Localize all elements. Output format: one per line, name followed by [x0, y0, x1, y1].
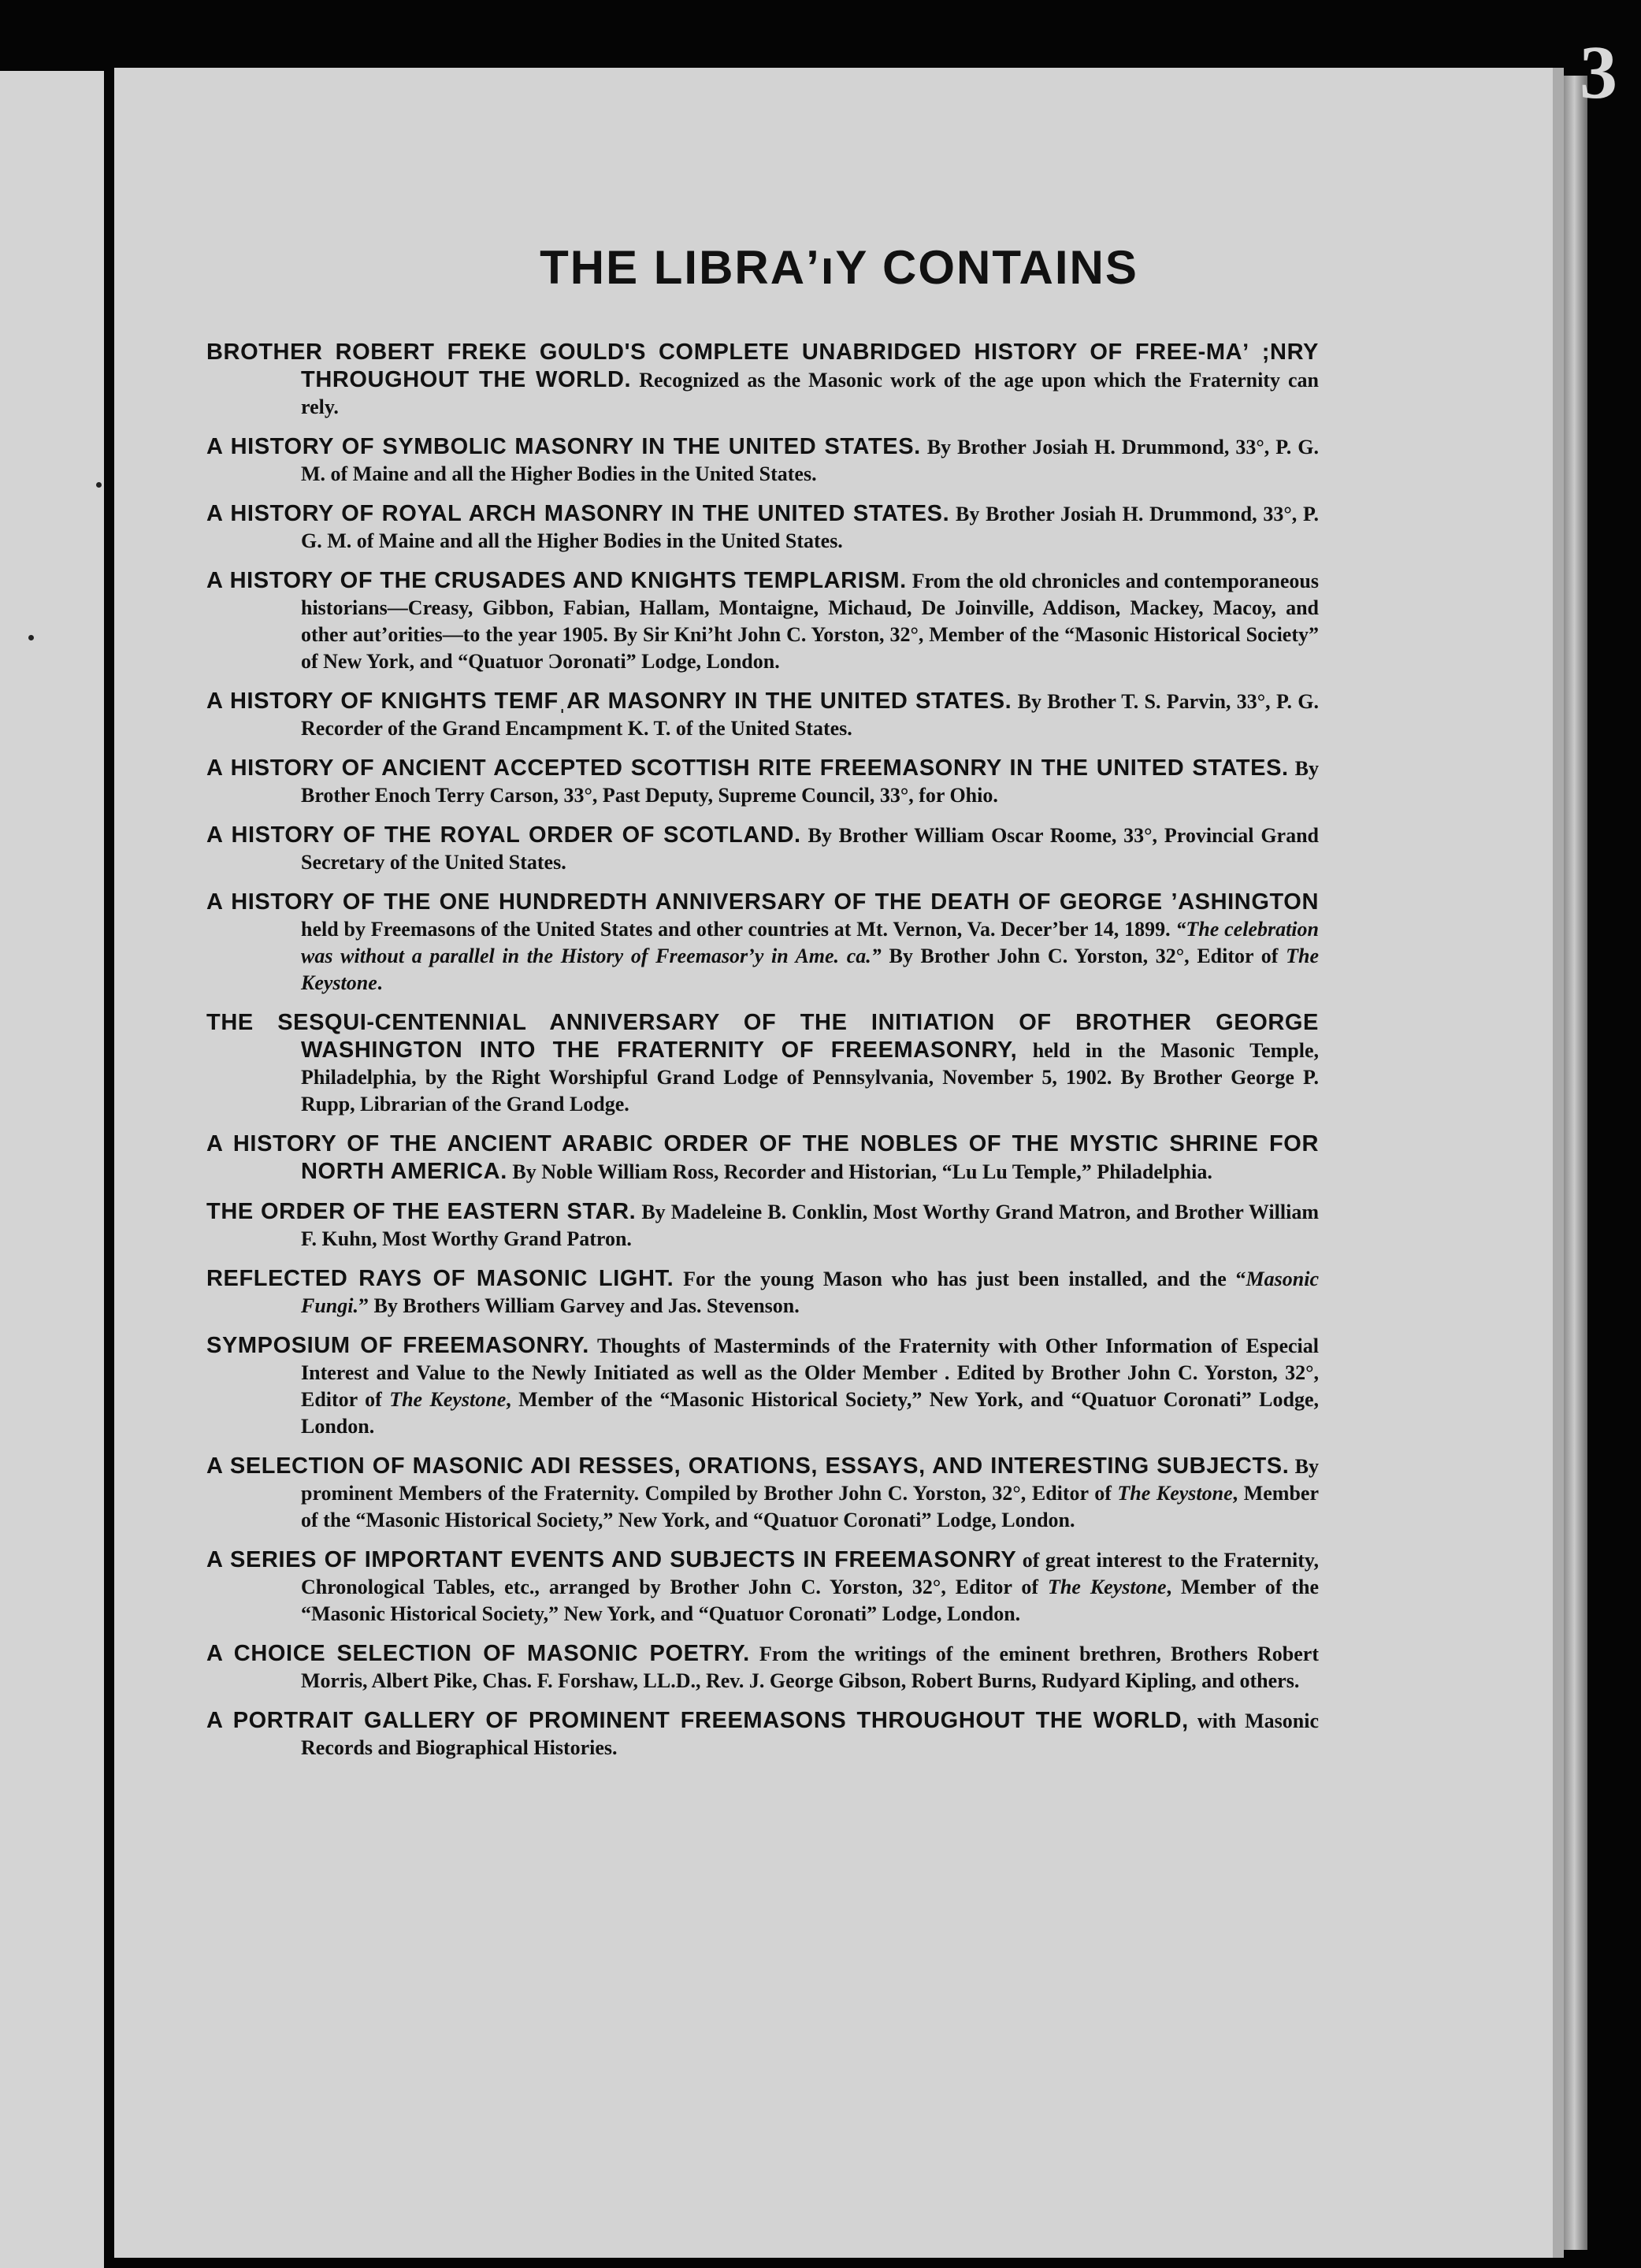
entry-description: By Brother Enoch Terry Carson, 33°, Past Deputy, Supreme Council, 33°, for Ohio.	[301, 757, 1319, 807]
list-item	[206, 1707, 1319, 1761]
entry-description: For the young Mason who has just been installed, and the “	[674, 1268, 1246, 1290]
library-contents-list	[206, 339, 1319, 1774]
margin-mark	[28, 635, 34, 640]
publication-title: The Keystone	[301, 945, 1320, 994]
entry-description: By Noble William Ross, Recorder and Historian, “Lu Lu Temple,” Philadelphia.	[507, 1160, 1212, 1183]
entry-description: From the old chronicles and contemporaneous historians—Creasy, Gibbon, Fabian, Hallam, Montaigne, Michaud, De Joinville, Addison, Mackey, Macoy, and other autʼorities—to the year 1905. By Sir Kniʼht John C. Yorston, 32°, Member of the “Masonic Historical Society” of New York, and “Quatuor Ɔoronati” Lodge, London.	[301, 570, 1320, 673]
entry-description: By Brother T. S. Parvin, 33°, P. G. Recorder of the Grand Encampment K. T. of the United States.	[301, 690, 1319, 740]
entry-description: held by Freemasons of the United States and other countries at Mt. Vernon, Va. Decerʼber 14, 1899.	[301, 918, 1176, 941]
list-item	[206, 1198, 1319, 1253]
list-item	[206, 339, 1319, 421]
entry-description: By Madeleine B. Conklin, Most Worthy Grand Matron, and Brother William F. Kuhn, Most Worthy Grand Patron.	[301, 1201, 1319, 1250]
publication-title: The Keystone	[1048, 1576, 1167, 1598]
publication-title: Masonic Fungi.	[301, 1268, 1320, 1317]
list-item	[206, 433, 1319, 488]
corner-mark: 3	[1580, 30, 1617, 114]
entry-title: A CHOICE SELECTION OF MASONIC POETRY.	[206, 1641, 750, 1666]
entry-description: By prominent Members of the Fraternity. Compiled by Brother John C. Yorston, 32°, Editor of	[301, 1455, 1319, 1505]
entry-title: BROTHER ROBERT FREKE GOULD'S COMPLETE UNABRIDGED HISTORY OF FREE-MAʼ ;NRY THROUGHOUT THE WORLD.	[206, 340, 1319, 392]
list-item	[206, 500, 1319, 555]
entry-description: By Brother William Oscar Roome, 33°, Provincial Grand Secretary of the United States.	[301, 824, 1319, 874]
entry-title: A HISTORY OF THE ROYAL ORDER OF SCOTLAND.	[206, 822, 801, 848]
list-item	[206, 755, 1319, 809]
list-item	[206, 1332, 1319, 1440]
entry-title: A HISTORY OF KNIGHTS TEMFˌAR MASONRY IN THE UNITED STATES.	[206, 689, 1012, 714]
list-item	[206, 1546, 1319, 1628]
list-item	[206, 1453, 1319, 1534]
page-stack-edge	[1564, 76, 1587, 2250]
entry-title: A SELECTION OF MASONIC ADI RESSES, ORATIONS, ESSAYS, AND INTERESTING SUBJECTS.	[206, 1453, 1290, 1479]
publication-title: The Keystone	[389, 1388, 507, 1411]
entry-title: A HISTORY OF ANCIENT ACCEPTED SCOTTISH RITE FREEMASONRY IN THE UNITED STATES.	[206, 755, 1289, 781]
entry-description: ” By Brothers William Garvey and Jas. Stevenson.	[358, 1294, 800, 1317]
entry-description: of great interest to the Fraternity, Chronological Tables, etc., arranged by Brother John C. Yorston, 32°, Editor of	[301, 1549, 1319, 1598]
list-item	[206, 1009, 1319, 1118]
entry-description: , Member of the “Masonic Historical Society,” New York, and “Quatuor Coronati” Lodge, London.	[301, 1576, 1319, 1625]
entry-description: By Brother Josiah H. Drummond, 33°, P. G. M. of Maine and all the Higher Bodies in the United States.	[301, 503, 1319, 552]
entry-title: A HISTORY OF THE ANCIENT ARABIC ORDER OF THE NOBLES OF THE MYSTIC SHRINE FOR NORTH AMERICA.	[206, 1131, 1319, 1184]
entry-description: , Member of the “Masonic Historical Society,” New York, and “Quatuor Coronati” Lodge, London.	[301, 1388, 1320, 1438]
entry-description: with Masonic Records and Biographical Histories.	[301, 1709, 1320, 1759]
entry-description: , Member of the “Masonic Historical Society,” New York, and “Quatuor Coronati” Lodge, London.	[301, 1482, 1319, 1531]
facing-page-edge	[0, 71, 104, 2268]
margin-mark	[96, 482, 102, 488]
entry-quote: “The celebration was without a parallel in the History of Freemasorʼy in Ame. ca.”	[301, 918, 1319, 967]
entry-description: By Brother John C. Yorston, 32°, Editor of	[881, 945, 1286, 967]
publication-title: The Keystone	[1117, 1482, 1233, 1505]
list-item	[206, 822, 1319, 876]
list-item	[206, 1640, 1319, 1695]
entry-title: A PORTRAIT GALLERY OF PROMINENT FREEMASONS THROUGHOUT THE WORLD,	[206, 1708, 1189, 1733]
list-item	[206, 889, 1319, 997]
entry-title: A HISTORY OF ROYAL ARCH MASONRY IN THE UNITED STATES.	[206, 501, 950, 526]
list-item	[206, 1265, 1319, 1320]
entry-title: A HISTORY OF THE ONE HUNDREDTH ANNIVERSARY OF THE DEATH OF GEORGE ’ASHINGTON	[206, 889, 1319, 915]
list-item	[206, 1130, 1319, 1186]
entry-title: A HISTORY OF THE CRUSADES AND KNIGHTS TEMPLARISM.	[206, 568, 907, 593]
entry-title: A SERIES OF IMPORTANT EVENTS AND SUBJECTS IN FREEMASONRY	[206, 1547, 1017, 1572]
entry-title: SYMPOSIUM OF FREEMASONRY.	[206, 1333, 589, 1358]
list-item	[206, 688, 1319, 742]
page-title: THE LIBRAʼıY CONTAINS	[540, 241, 1138, 294]
entry-description: held in the Masonic Temple, Philadelphia, by the Right Worshipful Grand Lodge of Pennsylvania, November 5, 1902. By Brother George P. Rupp, Librarian of the Grand Lodge.	[301, 1039, 1319, 1115]
entry-description: Thoughts of Masterminds of the Fraternity with Other Information of Especial Interest and Value to the Newly Initiated as well as the Older Member . Edited by Brother John C. Yorston, 32°, Editor of	[301, 1334, 1319, 1411]
entry-description: By Brother Josiah H. Drummond, 33°, P. G. M. of Maine and all the Higher Bodies in the United States.	[301, 436, 1319, 485]
entry-title: A HISTORY OF SYMBOLIC MASONRY IN THE UNITED STATES.	[206, 434, 921, 459]
entry-title: REFLECTED RAYS OF MASONIC LIGHT.	[206, 1266, 674, 1291]
list-item	[206, 567, 1319, 675]
entry-title: THE ORDER OF THE EASTERN STAR.	[206, 1199, 637, 1224]
entry-description: .	[377, 971, 383, 994]
entry-description: Recognized as the Masonic work of the age upon which the Fraternity can rely.	[301, 369, 1319, 418]
entry-title: THE SESQUI-CENTENNIAL ANNIVERSARY OF THE INITIATION OF BROTHER GEORGE WASHINGTON INTO THE FRATERNITY OF FREEMASONRY,	[206, 1010, 1319, 1063]
entry-description: From the writings of the eminent brethren, Brothers Robert Morris, Albert Pike, Chas. F. Forshaw, LL.D., Rev. J. George Gibson, Robert Burns, Rudyard Kipling, and others.	[301, 1643, 1319, 1692]
